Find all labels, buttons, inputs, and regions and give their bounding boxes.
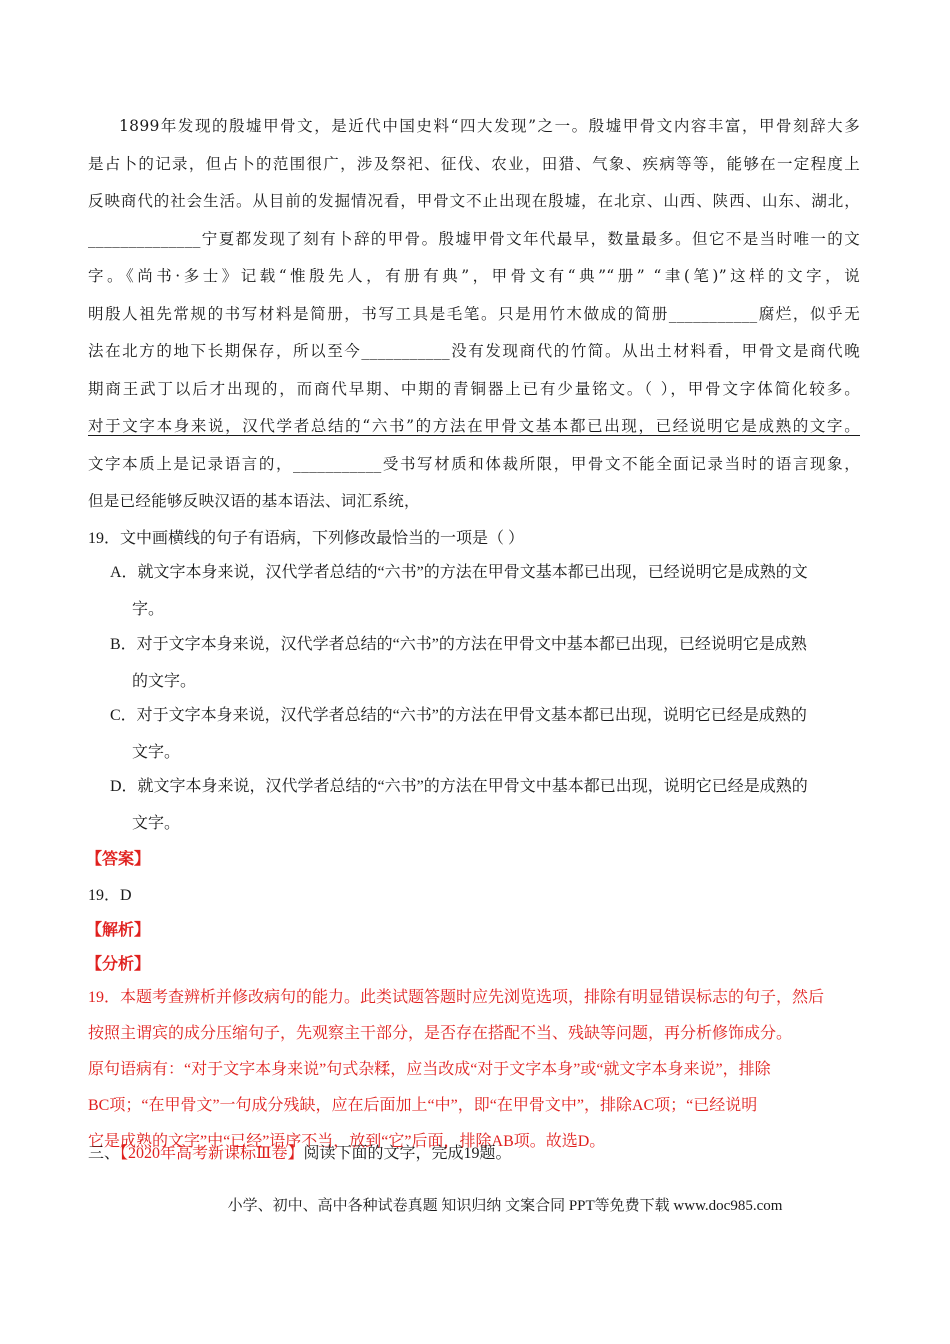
option-text: B．对于文字本身来说，汉代学者总结的“六书”的方法在甲骨文中基本都已出现，已经说明它是成熟: [110, 636, 807, 653]
page-footer: 小学、初中、高中各种试卷真题 知识归纳 文案合同 PPT等免费下载 www.doc985.com: [227, 1198, 783, 1214]
passage-line: 反映商代的社会生活。从目前的发掘情况看，甲骨文不止出现在殷墟，在北京、山西、陕西、山东、湖北，: [88, 192, 860, 210]
analysis-heading: 【分析】: [86, 954, 151, 973]
passage-line: 是占卜的记录，但占卜的范围很广，涉及祭祀、征伐、农业，田猎、气象、疾病等等，能够在一定程度上: [88, 154, 860, 173]
analysis-line: BC项；“在甲骨文”一句成分残缺，应在后面加上“中”，即“在甲骨文中”，排除AC项；“已经说明: [88, 1097, 758, 1114]
answer-heading: 【答案】: [86, 849, 151, 868]
option-text: A．就文字本身来说，汉代学者总结的“六书”的方法在甲骨文基本都已出现，已经说明它是成熟的文: [110, 564, 808, 581]
option-c: [110, 697, 862, 771]
reading-passage: [88, 108, 860, 521]
source-label: 【2020年高考新课标Ⅲ卷】: [120, 1145, 304, 1162]
option-text: 文字。: [132, 744, 181, 761]
question-stem: 19．文中画横线的句子有语病，下列修改最恰当的一项是（ ）: [88, 530, 525, 547]
analysis-line: 原句语病有：“对于文字本身来说”句式杂糅，应当改成“对于文字本身”或“就文字本身来说”，排除: [88, 1061, 771, 1078]
option-text: 文字。: [132, 815, 181, 832]
analysis-line: 19．本题考查辨析并修改病句的能力。此类试题答题时应先浏览选项，排除有明显错误标志的句子，然后: [88, 989, 825, 1006]
option-d: [110, 768, 862, 842]
underlined-sentence: 对于文字本身来说，汉代学者总结的“六书”的方法在甲骨文基本都已出现，已经说明它是成熟的文字。: [88, 417, 860, 435]
passage-line: 明殷人祖先常规的书写材料是简册，书写工具是毛笔。只是用竹木做成的简册___________腐烂，似乎无: [88, 304, 860, 323]
option-text: 的文字。: [132, 673, 197, 690]
option-text: D．就文字本身来说，汉代学者总结的“六书”的方法在甲骨文中基本都已出现，说明它已经是成熟的: [110, 778, 808, 795]
passage-line: ______________宁夏都发现了刻有卜辞的甲骨。殷墟甲骨文年代最早，数量最多。但它不是当时唯一的文: [88, 229, 860, 248]
answer-value: 19．D: [88, 887, 132, 904]
section-instruction: 阅读下面的文字，完成19题。: [303, 1145, 512, 1162]
passage-line: 1899年发现的殷墟甲骨文，是近代中国史料“四大发现”之一。殷墟甲骨文内容丰富，甲骨刻辞大多: [119, 117, 860, 135]
option-b: [110, 626, 862, 700]
option-text: C．对于文字本身来说，汉代学者总结的“六书”的方法在甲骨文基本都已出现，说明它已经是成熟的: [110, 707, 807, 724]
analysis-text: [88, 980, 862, 1160]
passage-line: 字。《尚书·多士》记载“惟殷先人，有册有典”，甲骨文有“典”“册” “聿(笔)”这样的文字，说: [88, 267, 860, 285]
explanation-heading: 【解析】: [86, 920, 151, 939]
analysis-line: 它是成熟的文字”中“已经”语序不当，放到“它”后面，排除AB项。故选D。: [88, 1133, 606, 1150]
passage-line: 期商王武丁以后才出现的，而商代早期、中期的青铜器上已有少量铭文。（ ），甲骨文字体简化较多。: [88, 379, 860, 398]
option-a: [110, 554, 862, 628]
section-three-heading: [88, 1140, 511, 1163]
section-number: 三、: [88, 1145, 121, 1162]
passage-line: 文字本质上是记录语言的，___________受书写材质和体裁所限，甲骨文不能全面记录当时的语言现象，: [88, 454, 860, 473]
option-text: 字。: [132, 601, 165, 618]
analysis-line: 按照主谓宾的成分压缩句子，先观察主干部分，是否存在搭配不当、残缺等问题，再分析修饰成分。: [88, 1025, 793, 1042]
passage-line: 法在北方的地下长期保存，所以至今___________没有发现商代的竹简。从出土材料看，甲骨文是商代晚: [88, 342, 860, 360]
passage-line: 但是已经能够反映汉语的基本语法、词汇系统，: [88, 492, 420, 510]
